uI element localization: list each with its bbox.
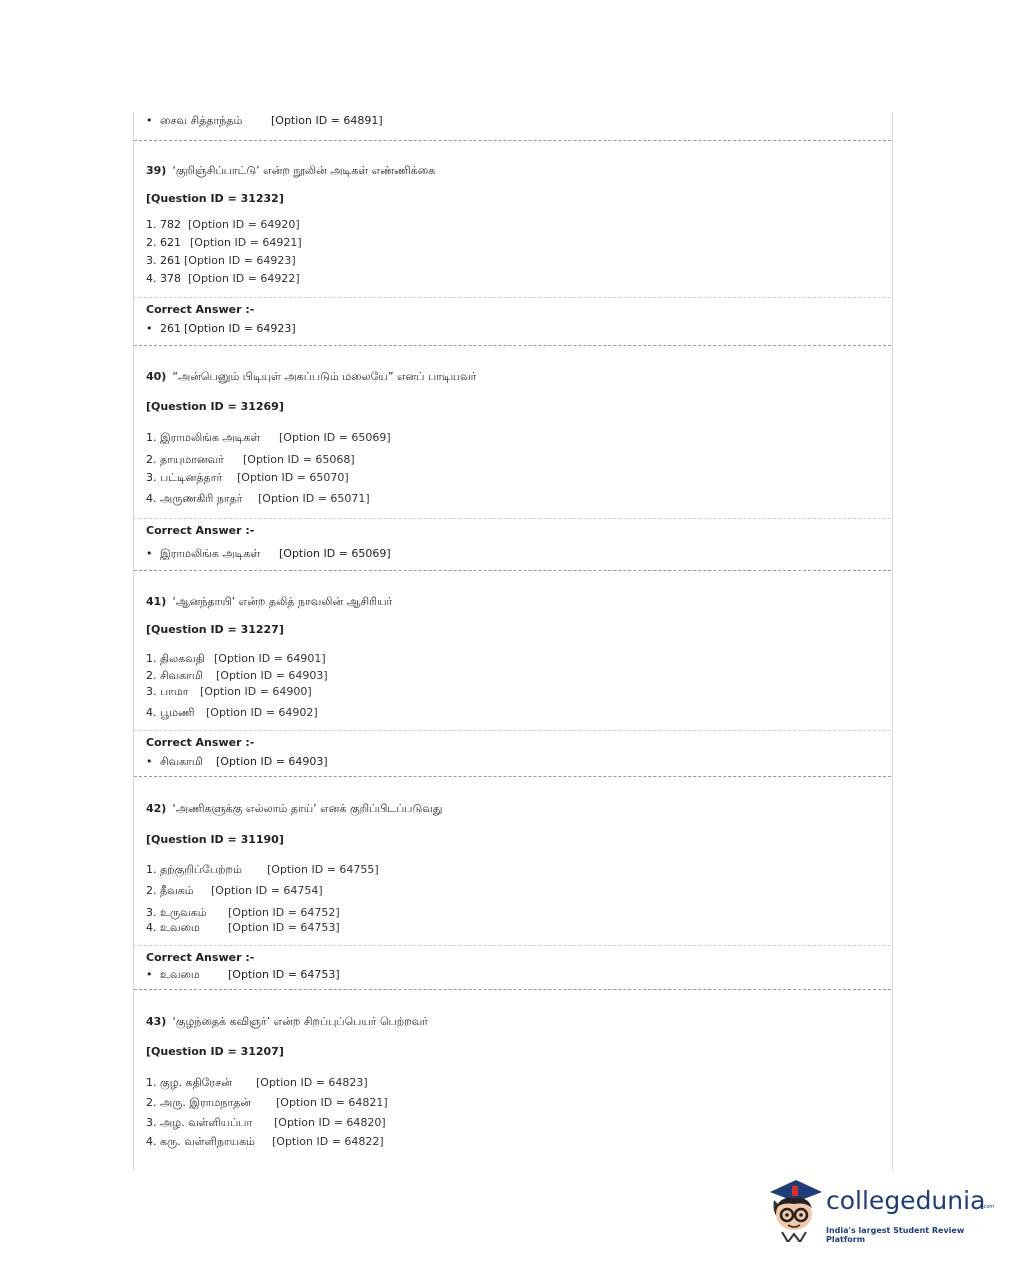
answer-separator [134,730,891,731]
question-id: [Question ID = 31190] [146,833,284,846]
option-item: 3. அழ. வள்ளியப்பா [Option ID = 64820] [146,1116,386,1129]
option-item: 2. தாயுமானவர் [Option ID = 65068] [146,453,355,466]
question-39 [134,140,891,345]
option-item: 3. பாமா [Option ID = 64900] [146,685,312,698]
question-id: [Question ID = 31269] [146,400,284,413]
answer-separator [134,518,891,519]
option-item: 1. திலகவதி [Option ID = 64901] [146,652,326,665]
question-id: [Question ID = 31227] [146,623,284,636]
option-item: 2. சிவகாமி [Option ID = 64903] [146,669,328,682]
question-id: [Question ID = 31207] [146,1045,284,1058]
option-item: 2. அரு. இராமநாதன் [Option ID = 64821] [146,1096,388,1109]
question-title: 41) ‘ஆனந்தாயி’ என்ற தலித் நாவலின் ஆசிரியர் [146,595,393,608]
correct-answer-label: Correct Answer :- [146,736,255,749]
previous-option-text: சைவ சித்தாந்தம் [160,114,243,127]
option-item: 4. உவமை [Option ID = 64753] [146,921,340,934]
logo-wordmark: collegedunia [826,1186,986,1215]
option-item: 3. பட்டினத்தார் [Option ID = 65070] [146,471,349,484]
correct-answer-label: Correct Answer :- [146,303,255,316]
logo-tagline: India's largest Student Review Platform [826,1226,965,1244]
previous-option-id: [Option ID = 64891] [271,114,383,127]
option-item: 1. குழ. கதிரேசன் [Option ID = 64823] [146,1076,368,1089]
option-item: 4. 378 [Option ID = 64922] [146,272,300,285]
option-item: 3. 261 [Option ID = 64923] [146,254,296,267]
option-item: 1. தற்குறிப்பேற்றம் [Option ID = 64755] [146,863,379,876]
option-item: 4. கரு. வள்ளிநாயகம் [Option ID = 64822] [146,1135,384,1148]
answer-separator [134,945,891,946]
question-42 [134,776,891,989]
question-title [146,164,435,179]
option-item: 2. தீவகம் [Option ID = 64754] [146,884,323,897]
mascot-icon [766,1178,824,1242]
answer-separator [134,297,891,298]
option-item: 4. பூமணி [Option ID = 64902] [146,706,318,719]
previous-option: • சைவ சித்தாந்தம் [Option ID = 64891] [146,114,383,127]
correct-answer: • இராமலிங்க அடிகள் [Option ID = 65069] [146,547,391,560]
option-item: 1. இராமலிங்க அடிகள் [Option ID = 65069] [146,431,391,444]
question-id: [Question ID = 31232] [146,192,284,205]
correct-answer-label: Correct Answer :- [146,951,255,964]
collegedunia-logo[interactable] [766,1178,996,1246]
correct-answer: • உவமை [Option ID = 64753] [146,968,340,981]
question-40 [134,345,891,570]
correct-answer-label: Correct Answer :- [146,524,255,537]
question-title: 42) ‘அணிகளுக்கு எல்லாம் தாய்’ எனக் குறிப்பிடப்படுவது [146,802,443,815]
option-item: 4. அருணகிரி நாதர் [Option ID = 65071] [146,492,370,505]
question-text: ‘குறிஞ்சிப்பாட்டு’ என்ற நூலின் அடிகள் எண்ணிக்கை [172,164,436,177]
correct-answer: • 261 [Option ID = 64923] [146,322,296,335]
question-41 [134,570,891,776]
correct-answer: • சிவகாமி [Option ID = 64903] [146,755,328,768]
question-43 [134,989,891,1169]
question-title: 40) “அன்பெனும் பிடியுள் அகப்படும் மலையே” எனப் பாடியவர் [146,370,477,383]
question-number: 39) [146,164,167,177]
option-item: 2. 621 [Option ID = 64921] [146,236,302,249]
option-item: 3. உருவகம் [Option ID = 64752] [146,906,340,919]
question-title: 43) ‘குழந்தைக் கவிஞர்’ என்ற சிறப்புப்பெயர் பெற்றவர் [146,1015,428,1028]
logo-domain: .com [982,1204,995,1210]
option-item: 1. 782 [Option ID = 64920] [146,218,300,231]
